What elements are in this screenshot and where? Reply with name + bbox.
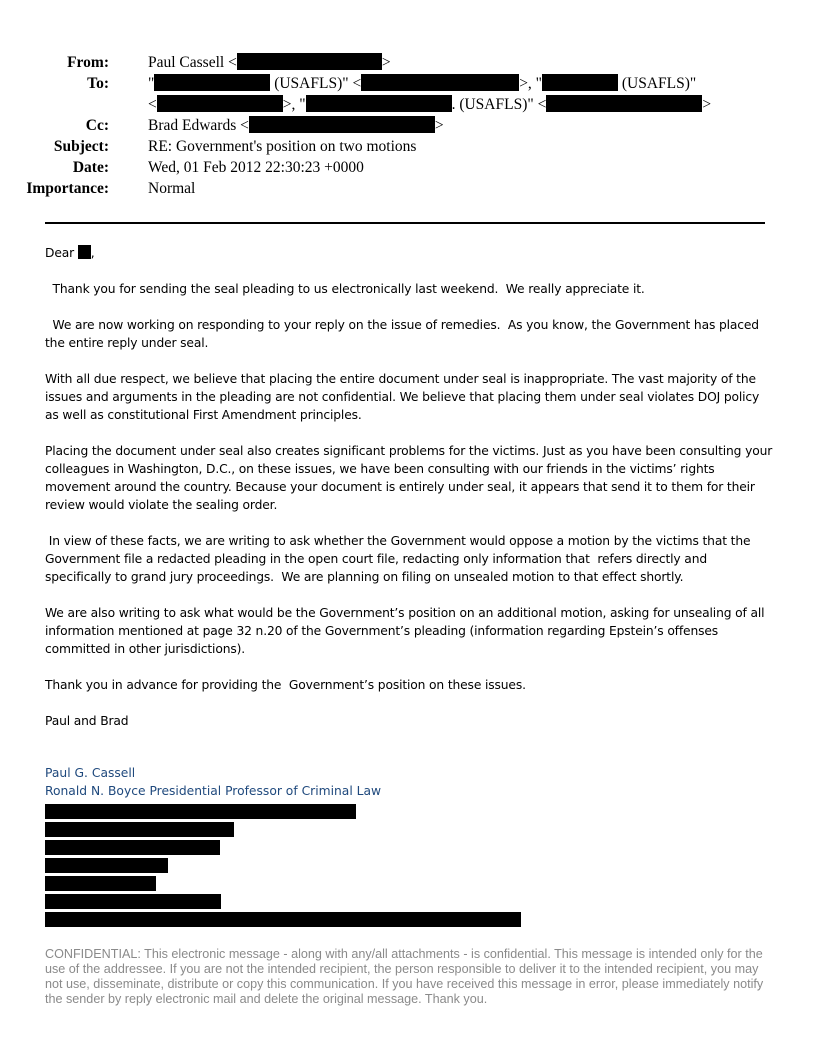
redaction-box [249, 116, 435, 133]
paragraph-text: We are now working on responding to your reply on the issue of remedies. As you know, the Government has placed the entire reply under seal. [45, 318, 763, 350]
paragraph-6 [45, 604, 773, 658]
paragraph-2 [45, 316, 773, 352]
redaction-box [306, 95, 452, 112]
to-text: . (USAFLS)" < [451, 96, 547, 113]
from-name: Paul Cassell < [148, 54, 237, 71]
date-value: Wed, 01 Feb 2012 22:30:23 +0000 [148, 159, 364, 176]
redaction-box [78, 245, 91, 259]
header-divider [45, 222, 765, 224]
redaction-box [154, 74, 270, 91]
redaction-box [361, 74, 519, 91]
redaction-box [45, 822, 234, 837]
paragraph-text: Thank you in advance for providing the Government’s position on these issues. [45, 678, 526, 692]
paragraph-text: We are also writing to ask what would be the Government’s position on an additional motion, asking for unsealing of all information mentioned at page 32 n.20 of the Government’s pleading (information regarding Epstein’s offenses committed in other jurisdictions). [45, 606, 765, 656]
redaction-box [237, 53, 382, 70]
greeting-text: Dear [45, 246, 78, 260]
redaction-box [45, 894, 221, 909]
cc-name: Brad Edwards < [148, 117, 249, 134]
cc-value [148, 115, 444, 136]
greeting-comma: , [90, 246, 95, 260]
date-label: Date: [72, 159, 109, 176]
redaction-box [45, 840, 220, 855]
paragraph-7 [45, 676, 773, 694]
to-value-line2 [148, 94, 711, 115]
paragraph-4 [45, 442, 773, 514]
paragraph-5 [45, 532, 773, 586]
from-label: From: [67, 54, 109, 71]
subject-label: Subject: [53, 138, 109, 155]
redaction-box [157, 95, 283, 112]
to-text: >, " [519, 75, 543, 92]
cc-label: Cc: [85, 117, 109, 134]
to-text: (USAFLS)" [618, 75, 697, 92]
importance-value: Normal [148, 180, 196, 197]
subject-value: RE: Government's position on two motions [148, 138, 417, 155]
redaction-box [45, 912, 521, 927]
paragraph-1 [45, 280, 773, 298]
paragraph-3 [45, 370, 773, 424]
signature-title: Ronald N. Boyce Presidential Professor of Criminal Law [45, 784, 382, 798]
paragraph-text: Thank you for sending the seal pleading to us electronically last weekend. We really appreciate it. [45, 282, 645, 296]
redaction-box [546, 95, 702, 112]
paragraph-text: In view of these facts, we are writing to ask whether the Government would oppose a motion by the victims that the Government file a redacted pleading in the open court file, redacting only information that refers directly and specifically to grand jury proceedings. We are planning on filing on unsealed motion to that effect shortly. [45, 534, 755, 584]
sign-off: Paul and Brad [45, 714, 129, 728]
paragraph-text: With all due respect, we believe that placing the entire document under seal is inappropriate. The vast majority of the issues and arguments in the pleading are not confidential. We believe that placing them under seal violates DOJ policy as well as constitutional First Amendment principles. [45, 372, 760, 422]
cc-close: > [434, 117, 444, 134]
from-value [148, 52, 391, 73]
from-close: > [381, 54, 391, 71]
email-header [0, 52, 780, 199]
paragraph-8 [45, 712, 773, 730]
to-text: >, " [282, 96, 306, 113]
greeting [45, 244, 773, 262]
to-text: " [148, 75, 155, 92]
signature-name: Paul G. Cassell [45, 766, 136, 780]
paragraph-text: Placing the document under seal also creates significant problems for the victims. Just as you have been consulting your colleagues in Washington, D.C., on these issues, we have been consulting with our friends in the victims’ rights movement around the country. Because your document is entirely under seal, it appears that send it to them for their review would violate the sealing order. [45, 444, 773, 512]
to-text: < [148, 96, 157, 113]
redaction-box [45, 876, 156, 891]
redaction-box [45, 804, 356, 819]
redaction-box [542, 74, 618, 91]
redaction-box [45, 858, 168, 873]
to-label: To: [87, 75, 109, 92]
importance-label: Importance: [26, 180, 109, 197]
confidentiality-notice: CONFIDENTIAL: This electronic message - along with any/all attachments - is confidential. This message is intended only for the use of the addressee. If you are not the intended recipient, the person responsible to deliver it to the intended recipient, you may not use, disseminate, distribute or copy this communication. If you have received this message in error, please immediately notify the sender by reply electronic mail and delete the original message. Thank you. [45, 947, 764, 1006]
to-text: (USAFLS)" < [270, 75, 362, 92]
to-text: > [702, 96, 712, 113]
to-value-line1 [148, 73, 696, 94]
